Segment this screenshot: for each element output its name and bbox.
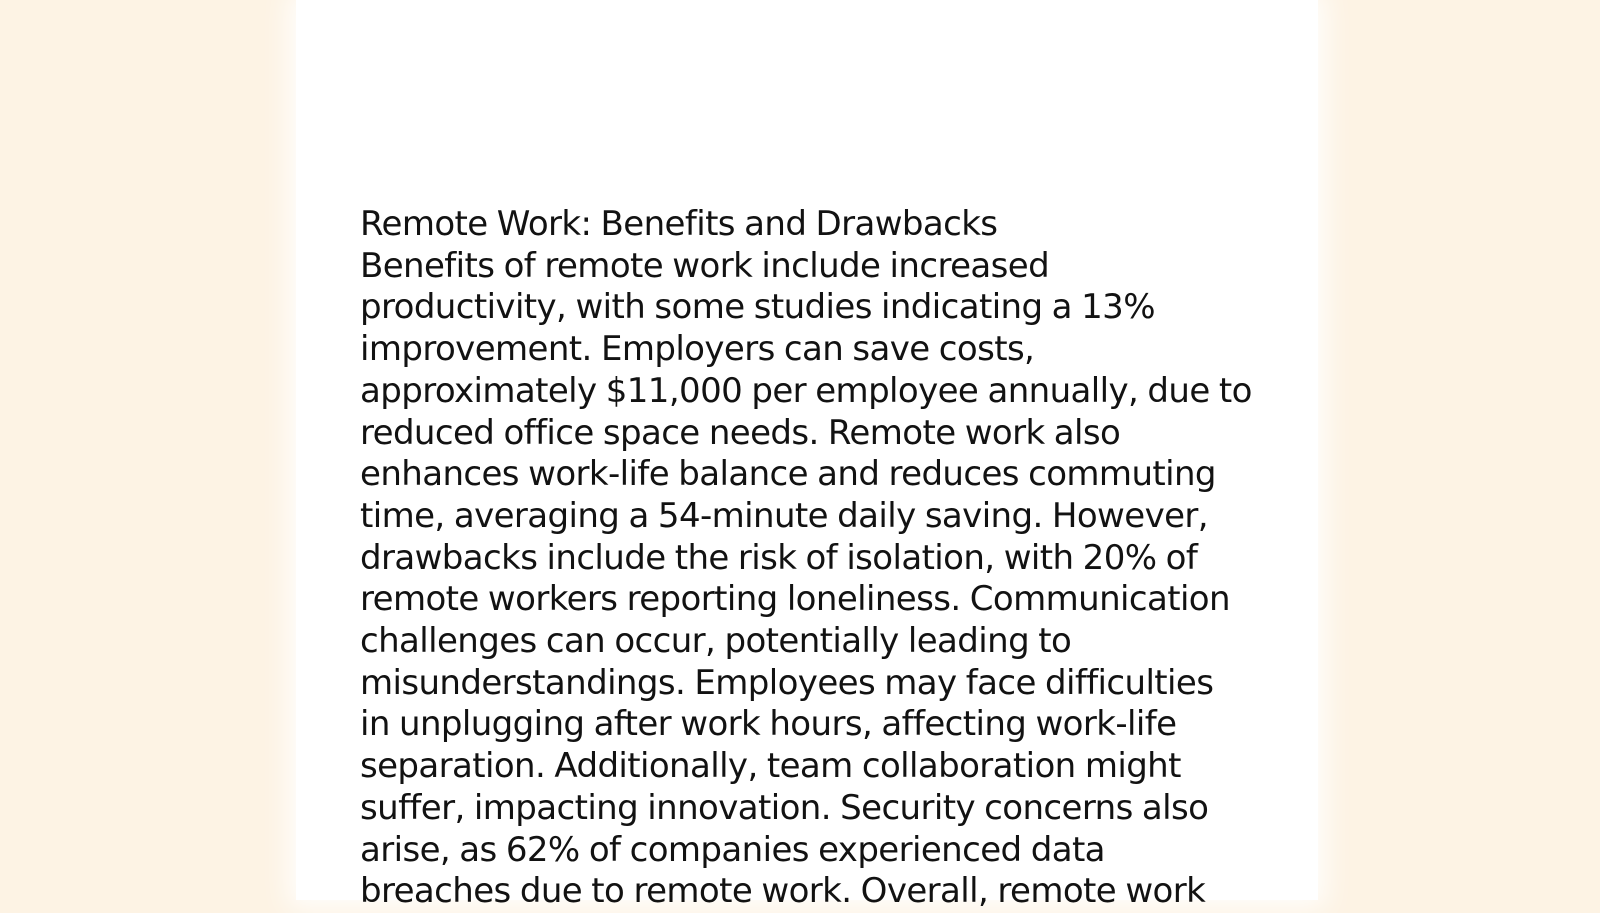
document-body: Benefits of remote work include increased productivity, with some studies indicating a 13% improvement. Employers can save costs, approximately $11,000 per employee annually, due to reduced office space needs. Remote work also enhances work-life balance and reduces commuting time, averaging a 54-minute daily saving. However, drawbacks include the risk of isolation, with 20% of remote workers reporting loneliness. Communication challenges can occur, potentially leading to misunderstandings. Employees may face difficulties in unplugging after work hours, affecting work-life separation. Additionally, team collaboration might suffer, impacting innovation. Security concerns also arise, as 62% of companies experienced data breaches due to remote work. Overall, remote work [360,245,1252,912]
document-content [360,204,1260,913]
document-title: Remote Work: Benefits and Drawbacks [360,204,998,244]
